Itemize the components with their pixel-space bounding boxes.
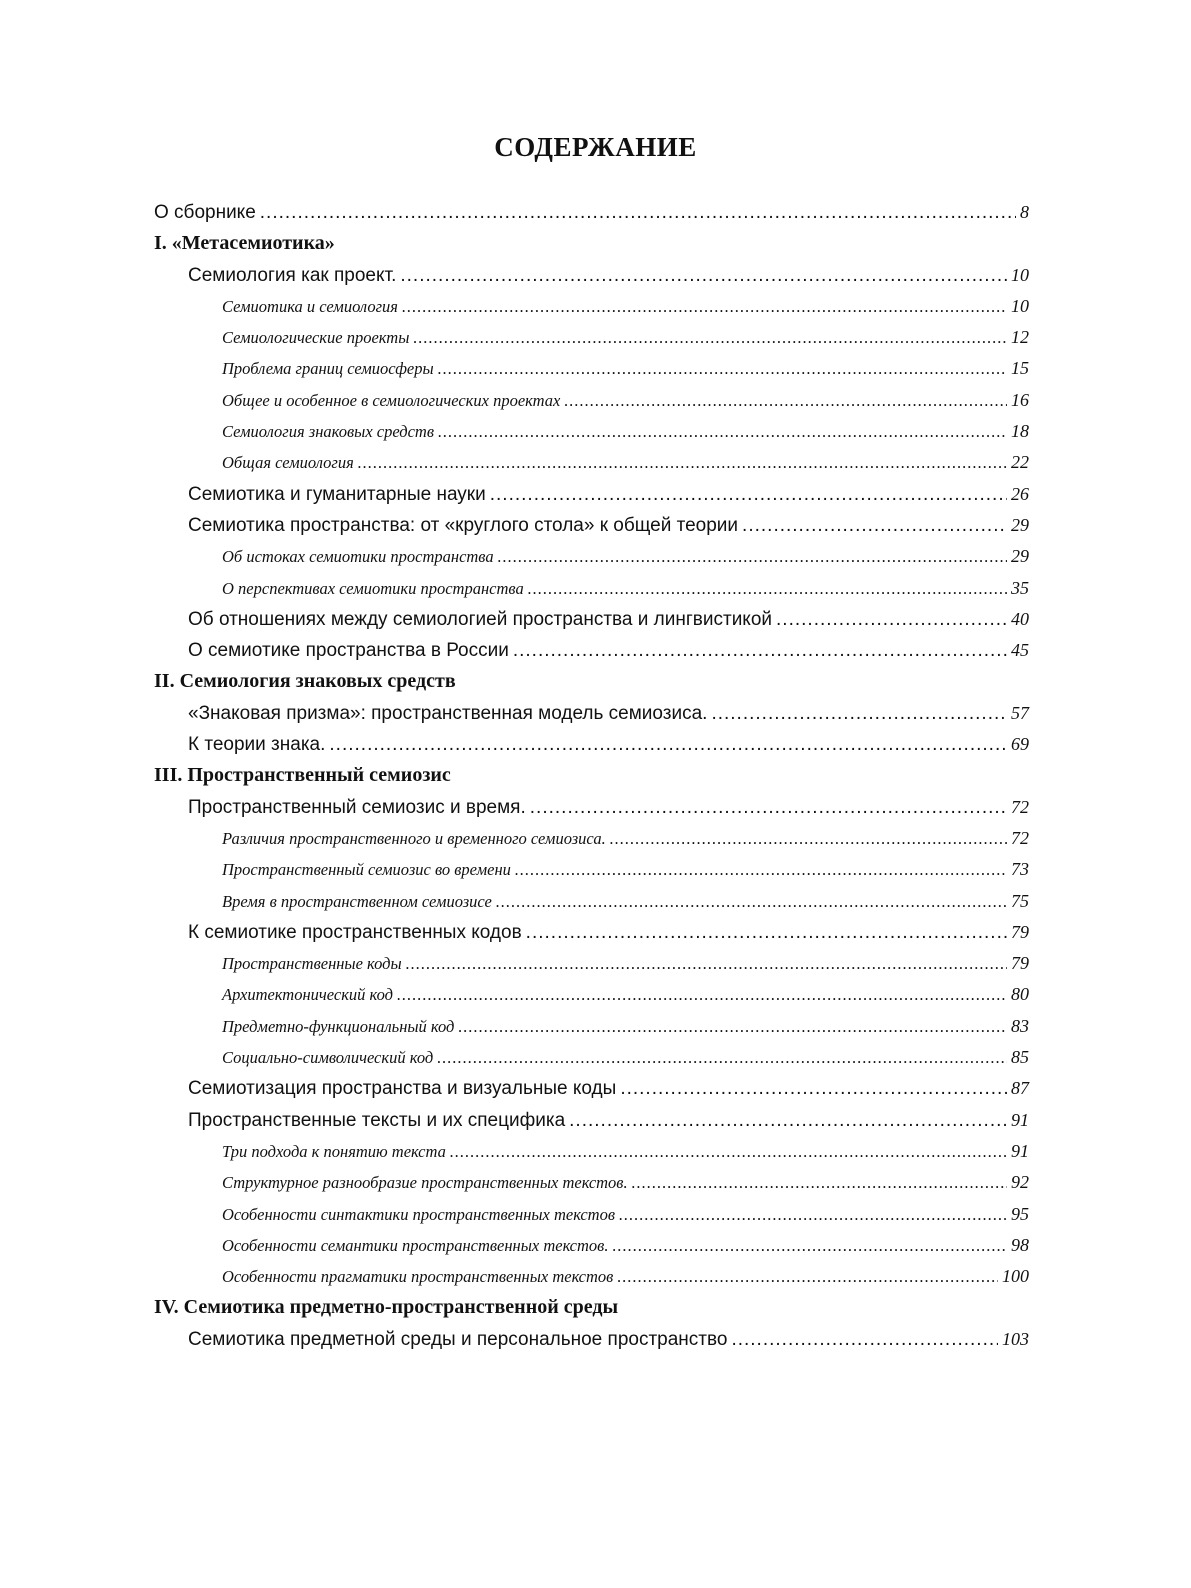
toc-entry-title: Общее и особенное в семиологических проектах — [222, 390, 561, 410]
toc-entry — [154, 385, 1029, 416]
dot-leader — [515, 854, 1007, 885]
section-title: II. Семиология знаковых средств — [154, 670, 456, 693]
toc-entry-title: Семиотика и семиология — [222, 296, 398, 316]
toc-page-number: 92 — [1011, 1172, 1029, 1193]
dot-leader — [437, 1042, 1007, 1073]
toc-entry-title: Пространственный семиозис во времени — [222, 860, 511, 880]
section-title: III. Пространственный семиозис — [154, 764, 451, 787]
toc-page-number: 22 — [1011, 452, 1029, 473]
toc-section-heading — [154, 760, 1029, 791]
toc-page-number: 45 — [1011, 640, 1029, 661]
dot-leader — [438, 353, 1007, 384]
toc-page-number: 79 — [1011, 953, 1029, 974]
toc-page-number: 100 — [1002, 1266, 1029, 1287]
dot-leader — [450, 1136, 1007, 1167]
toc-entry-title: Структурное разнообразие пространственных текстов. — [222, 1173, 628, 1193]
toc-entry — [154, 635, 1029, 666]
toc-page-number: 72 — [1011, 796, 1029, 817]
toc-entry-title: Общая семиология — [222, 453, 354, 473]
dot-leader — [496, 886, 1007, 917]
toc-entry-title: О сборнике — [154, 202, 256, 223]
toc-entry-title: Особенности синтактики пространственных текстов — [222, 1204, 615, 1224]
toc-page-number: 95 — [1011, 1203, 1029, 1224]
toc-page-number: 83 — [1011, 1015, 1029, 1036]
toc-entry — [154, 1042, 1029, 1073]
toc-section-heading — [154, 228, 1029, 259]
toc-entry-title: Семиология знаковых средств — [222, 422, 435, 442]
toc-page-number: 15 — [1011, 358, 1029, 379]
toc-page-number: 12 — [1011, 327, 1029, 348]
dot-leader — [458, 1011, 1007, 1042]
toc-entry — [154, 698, 1029, 729]
toc-page-number: 85 — [1011, 1047, 1029, 1068]
toc-entry-title: Семиотика и гуманитарные науки — [188, 483, 486, 505]
dot-leader — [526, 917, 1007, 948]
toc-entry-title: Три подхода к понятию текста — [222, 1141, 446, 1161]
dot-leader — [358, 447, 1007, 478]
toc-entry-title: О перспективах семиотики пространства — [222, 578, 524, 598]
toc-page-number: 35 — [1011, 577, 1029, 598]
toc-entry-title: Семиотизация пространства и визуальные коды — [188, 1078, 617, 1100]
toc-entry — [154, 322, 1029, 353]
toc-entry — [154, 541, 1029, 572]
toc-entry — [154, 1199, 1029, 1230]
toc-page-number: 98 — [1011, 1234, 1029, 1255]
toc-entry-title: Время в пространственном семиозисе — [222, 891, 492, 911]
toc-page-number: 8 — [1020, 202, 1029, 222]
toc-page-number: 91 — [1011, 1140, 1029, 1161]
dot-leader — [619, 1199, 1007, 1230]
dot-leader — [776, 604, 1007, 635]
toc-page-number: 26 — [1011, 483, 1029, 504]
toc-entry — [154, 792, 1029, 823]
toc-entry-title: Пространственные коды — [222, 954, 402, 974]
toc-entry-title: Семиология как проект. — [188, 264, 397, 286]
toc-page-number: 40 — [1011, 608, 1029, 629]
dot-leader — [397, 979, 1007, 1010]
toc-entry-title: Проблема границ семиосферы — [222, 359, 434, 379]
toc-page-number: 72 — [1011, 827, 1029, 848]
toc-entry — [154, 1136, 1029, 1167]
dot-leader — [731, 1324, 998, 1355]
toc-entry — [154, 917, 1029, 948]
dot-leader — [610, 823, 1007, 854]
dot-leader — [569, 1105, 1007, 1136]
toc-entry-title: Особенности семантики пространственных текстов. — [222, 1235, 609, 1255]
toc-entry-title: Особенности прагматики пространственных текстов — [222, 1267, 614, 1287]
dot-leader — [632, 1167, 1007, 1198]
toc-entry — [154, 353, 1029, 384]
toc-entry — [154, 1073, 1029, 1104]
toc-entry — [154, 1105, 1029, 1136]
toc-page-number: 69 — [1011, 734, 1029, 755]
dot-leader — [528, 573, 1007, 604]
toc-entry-title: Об отношениях между семиологией пространства и лингвистикой — [188, 608, 773, 630]
toc-entry-title: О семиотике пространства в России — [188, 640, 509, 662]
toc-section-heading — [154, 1292, 1029, 1323]
section-title: I. «Метасемиотика» — [154, 232, 335, 255]
toc-page-number: 10 — [1011, 264, 1029, 285]
toc-page-number: 103 — [1002, 1328, 1029, 1349]
toc-entry-title: К теории знака. — [188, 734, 326, 756]
dot-leader — [617, 1261, 998, 1292]
dot-leader — [612, 1230, 1007, 1261]
toc-page-number: 79 — [1011, 921, 1029, 942]
table-of-contents — [154, 197, 1029, 1355]
dot-leader — [438, 416, 1007, 447]
dot-leader — [413, 322, 1007, 353]
toc-entry-title: Пространственные тексты и их специфика — [188, 1109, 566, 1131]
toc-entry-title: Семиотика предметной среды и персональное пространство — [188, 1328, 728, 1350]
toc-page-number: 73 — [1011, 859, 1029, 880]
toc-entry-title: Об истоках семиотики пространства — [222, 547, 494, 567]
dot-leader — [564, 385, 1007, 416]
toc-entry — [154, 979, 1029, 1010]
toc-entry — [154, 886, 1029, 917]
toc-entry-title: «Знаковая призма»: пространственная модель семиозиса. — [188, 702, 708, 724]
dot-leader — [402, 291, 1007, 322]
toc-page-number: 29 — [1011, 514, 1029, 535]
toc-page-number: 29 — [1011, 546, 1029, 567]
section-title: IV. Семиотика предметно-пространственной среды — [154, 1296, 619, 1319]
toc-page-number: 10 — [1011, 295, 1029, 316]
page-title: СОДЕРЖАНИЕ — [494, 132, 697, 162]
toc-entry-title: Семиотика пространства: от «круглого стола» к общей теории — [188, 514, 739, 536]
toc-entry — [154, 573, 1029, 604]
toc-entry-title: Предметно-функциональный код — [222, 1016, 455, 1036]
toc-entry-title: Различия пространственного и временного семиозиса. — [222, 828, 606, 848]
dot-leader — [400, 260, 1007, 291]
toc-entry — [154, 948, 1029, 979]
toc-entry-title: Пространственный семиозис и время. — [188, 796, 526, 818]
dot-leader — [329, 729, 1007, 760]
toc-entry — [154, 1167, 1029, 1198]
dot-leader — [260, 197, 1016, 228]
toc-entry — [154, 729, 1029, 760]
dot-leader — [530, 792, 1007, 823]
toc-entry — [154, 1324, 1029, 1355]
dot-leader — [620, 1073, 1007, 1104]
toc-page-number: 16 — [1011, 389, 1029, 410]
toc-entry — [154, 1261, 1029, 1292]
toc-page-number: 87 — [1011, 1078, 1029, 1099]
toc-entry — [154, 447, 1029, 478]
toc-page-number: 18 — [1011, 421, 1029, 442]
toc-entry — [154, 1230, 1029, 1261]
toc-entry — [154, 1011, 1029, 1042]
dot-leader — [406, 948, 1007, 979]
toc-entry-title: Семиологические проекты — [222, 328, 410, 348]
toc-entry — [154, 416, 1029, 447]
toc-entry — [154, 197, 1029, 228]
toc-entry — [154, 291, 1029, 322]
toc-section-heading — [154, 666, 1029, 697]
toc-page-number: 80 — [1011, 984, 1029, 1005]
toc-page-number: 57 — [1011, 702, 1029, 723]
dot-leader — [711, 698, 1007, 729]
dot-leader — [498, 541, 1007, 572]
toc-entry — [154, 604, 1029, 635]
toc-entry — [154, 260, 1029, 291]
toc-page-number: 91 — [1011, 1109, 1029, 1130]
toc-page-number: 75 — [1011, 890, 1029, 911]
dot-leader — [742, 510, 1007, 541]
toc-entry-title: Социально-символический код — [222, 1048, 434, 1068]
toc-entry-title: К семиотике пространственных кодов — [188, 921, 522, 943]
toc-entry-title: Архитектонический код — [222, 985, 394, 1005]
toc-entry — [154, 823, 1029, 854]
toc-entry — [154, 854, 1029, 885]
toc-entry — [154, 510, 1029, 541]
toc-entry — [154, 479, 1029, 510]
dot-leader — [490, 479, 1007, 510]
dot-leader — [513, 635, 1007, 666]
